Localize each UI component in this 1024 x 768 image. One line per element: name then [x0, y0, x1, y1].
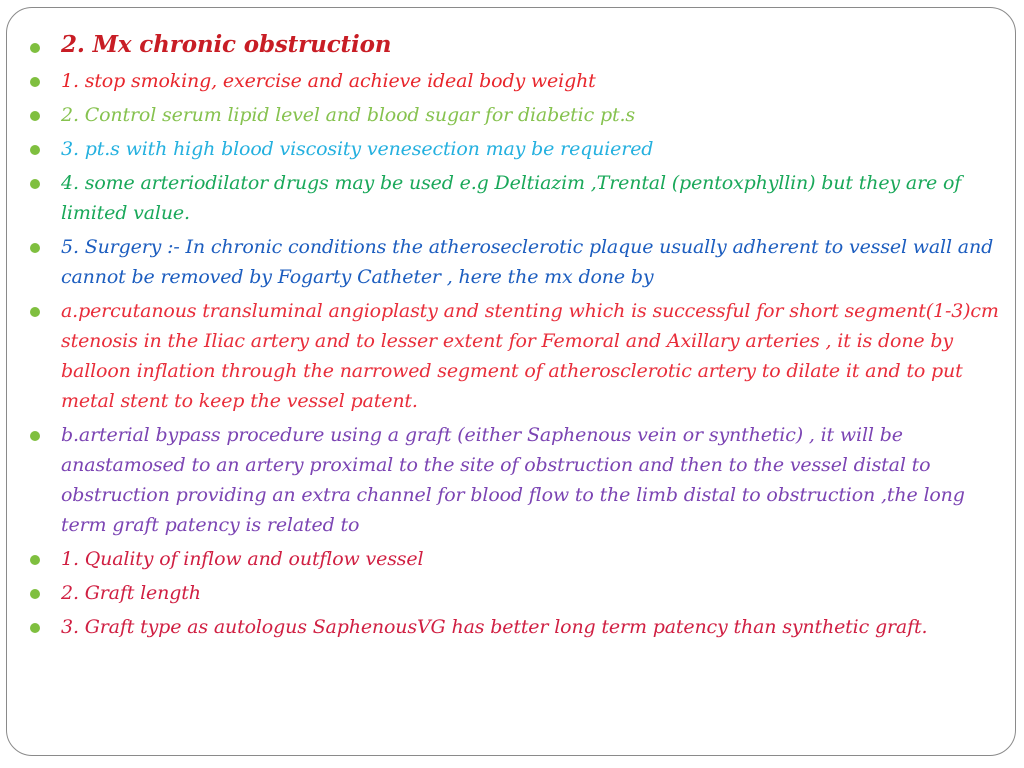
bullet-list — [28, 30, 1014, 646]
heading-text: 2. Mx chronic obstruction — [61, 31, 392, 58]
list-item-text: 2. Graft length — [61, 582, 201, 604]
list-item — [28, 66, 1014, 96]
bullet-dot-icon — [30, 431, 40, 441]
list-item — [28, 296, 1014, 416]
bullet-dot-icon — [30, 623, 40, 633]
list-item-text: 3. Graft type as autologus SaphenousVG has better long term patency than synthetic graft. — [61, 616, 928, 638]
list-item-text: a.percutanous transluminal angioplasty and stenting which is successful for short segment(1-3)cm stenosis in the Iliac artery and to lesser extent for Femoral and Axillary arteries , it is done by balloon inflation through the narrowed segment of atherosclerotic artery to dilate it and to put metal stent to keep the vessel patent. — [61, 300, 999, 412]
list-item — [28, 544, 1014, 574]
bullet-dot-icon — [30, 43, 40, 53]
list-item — [28, 232, 1014, 292]
slide-heading — [28, 30, 1014, 60]
list-item-text: 5. Surgery :- In chronic conditions the atheroseclerotic plaque usually adherent to vessel wall and cannot be removed by Fogarty Catheter , here the mx done by — [61, 236, 994, 288]
bullet-dot-icon — [30, 145, 40, 155]
list-item — [28, 134, 1014, 164]
list-item — [28, 612, 1014, 642]
list-item — [28, 578, 1014, 608]
bullet-dot-icon — [30, 243, 40, 253]
list-item-text: 1. Quality of inflow and outflow vessel — [61, 548, 424, 570]
list-item-text: b.arterial bypass procedure using a graft (either Saphenous vein or synthetic) , it will be anastamosed to an artery proximal to the site of obstruction and then to the vessel distal to obstruction providing an extra channel for blood flow to the limb distal to obstruction ,the long term graft patency is related to — [61, 424, 965, 536]
list-item-text: 2. Control serum lipid level and blood sugar for diabetic pt.s — [61, 104, 635, 126]
list-item-text: 1. stop smoking, exercise and achieve ideal body weight — [61, 70, 596, 92]
list-item — [28, 168, 1014, 228]
list-item — [28, 100, 1014, 130]
bullet-dot-icon — [30, 77, 40, 87]
list-item — [28, 420, 1014, 540]
list-item-text: 4. some arteriodilator drugs may be used e.g Deltiazim ,Trental (pentoxphyllin) but they are of limited value. — [61, 172, 962, 224]
bullet-dot-icon — [30, 111, 40, 121]
bullet-dot-icon — [30, 589, 40, 599]
bullet-dot-icon — [30, 179, 40, 189]
list-item-text: 3. pt.s with high blood viscosity venesection may be requiered — [61, 138, 654, 160]
bullet-dot-icon — [30, 307, 40, 317]
bullet-dot-icon — [30, 555, 40, 565]
